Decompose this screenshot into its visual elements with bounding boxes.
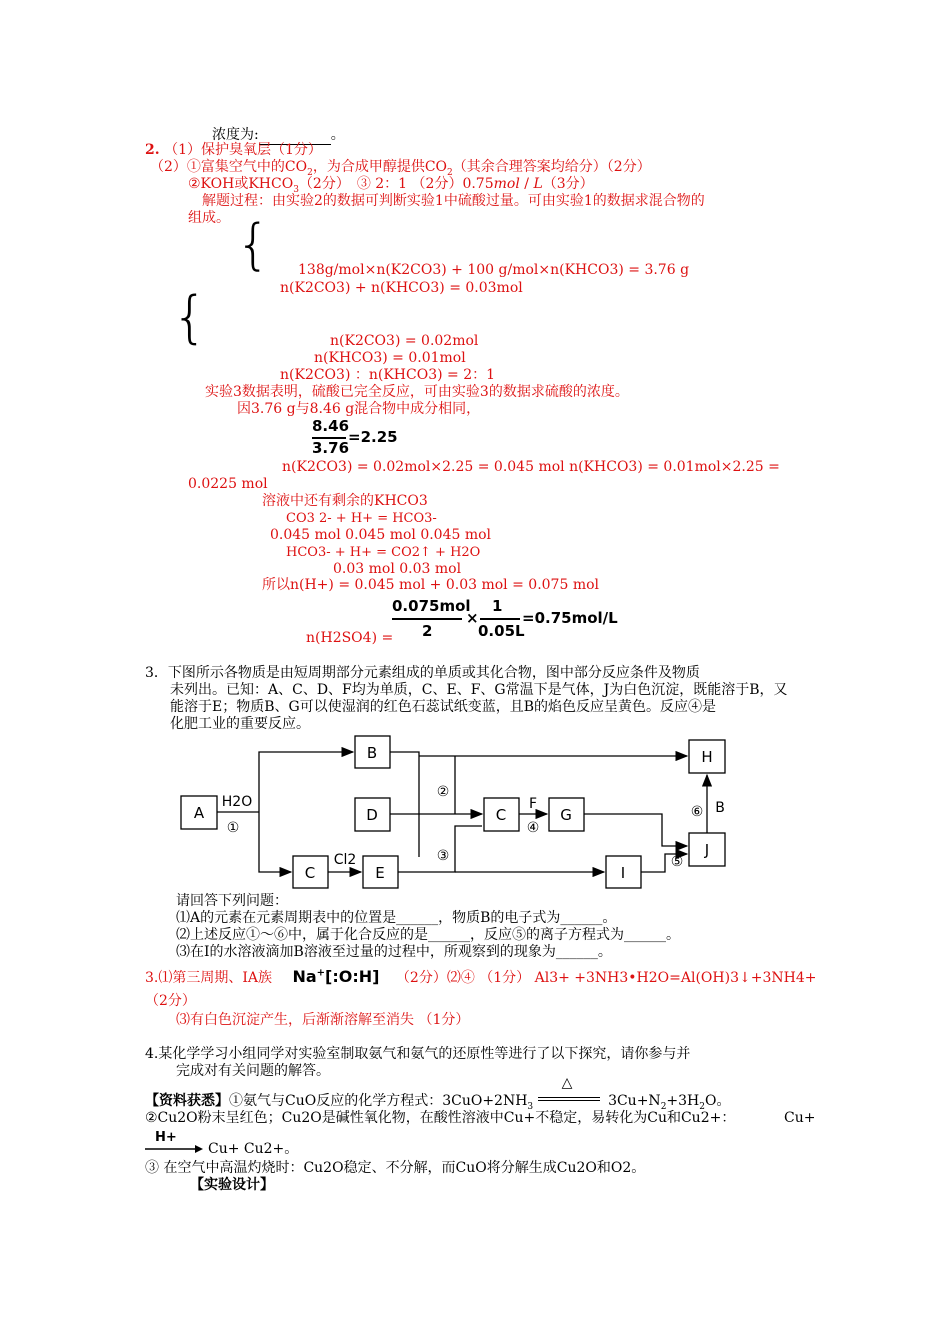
conc-label: 浓度为: [212, 127, 259, 143]
node-E: E [375, 864, 385, 882]
node-J: J [704, 841, 710, 859]
node-C-left: C [304, 864, 316, 882]
ans2-part3: ②KOH或$KHCO_3(2$分） ③ 2：1 （2分）0.75mol / L（3分） [188, 176, 594, 195]
node-B: B [366, 744, 378, 762]
q3-line4: 化肥工业的重要反应。 [170, 716, 310, 732]
rx2: HCO3- + H+ = CO2↑ + H2O [286, 545, 481, 560]
rx1: CO3 2- + H+ = HCO3- [286, 511, 437, 526]
ans2-part2: （2）①富集空气中的$CO_2$，为合成甲醇提供$CO_2$（其余合理答案均给分）（2分） [150, 159, 651, 178]
q4-line1: 4.某化学学习小组同学对实验室制取氨气和氨气的还原性等进行了以下探究，请你参与并 [145, 1046, 691, 1062]
mul-line1: n(K2CO3) = 0.02mol×2.25 = 0.045 mol n(KHCO3) = 0.01mol×2.25 = [282, 459, 780, 475]
eq2: n(K2CO3) + n(KHCO3) = 0.03mol [280, 280, 523, 296]
mul-line2: 0.0225 mol [188, 476, 268, 492]
circle-3: ③ [436, 848, 450, 864]
q3-answer-line3: ⑶有白色沉淀产生，后渐渐溶解至消失 （1分） [176, 1012, 470, 1028]
cu-plus: Cu+ [784, 1110, 816, 1126]
brace-2: { [172, 285, 208, 350]
q3-answer-line2: （2分） [145, 993, 196, 1009]
q3-sub3: ⑶在I的水溶液滴加B溶液至过量的过程中，所观察到的现象为______。 [176, 944, 612, 960]
sum-line: 所以n(H+) = 0.045 mol + 0.03 mol = 0.075 mol [262, 577, 599, 593]
h2so4-label: n(H2SO4) = [306, 630, 394, 646]
eq1: 138g/mol×n(K2CO3) + 100 g/mol×n(KHCO3) = 3.76 g [298, 262, 690, 278]
q3-answer-line1: 3.⑴第三周期、ⅠA族 Na+[:O:H] （2分）⑵④ （1分） Al3+ +3NH3•H2O=Al(OH)3↓+3NH4+ [145, 967, 817, 986]
label-f: F [528, 796, 538, 812]
reaction-flow-diagram [175, 732, 735, 897]
acid-arrow: H+ [145, 1130, 205, 1160]
circle-2: ② [436, 784, 450, 800]
node-D: D [366, 806, 378, 824]
circle-5: ⑤ [670, 854, 684, 870]
q4-resource-line2: ②Cu2O粉末呈红色；Cu2O是碱性氧化物，在酸性溶液中Cu+不稳定，易转化为Cu和Cu2+： [145, 1110, 736, 1126]
q3-sub1: ⑴A的元素在元素周期表中的位置是______，物质B的电子式为______。 [176, 910, 617, 926]
q3-line1: 3．下图所示各物质是由短周期部分元素组成的单质或其化合物，图中部分反应条件及物质 [145, 665, 700, 681]
solve-line1: 解题过程：由实验2的数据可判断实验1中硫酸过量。可由实验1的数据求混合物的 [202, 193, 705, 209]
rx1-values: 0.045 mol 0.045 mol 0.045 mol [270, 527, 492, 543]
node-A: A [193, 804, 205, 822]
circle-6: ⑥ [690, 804, 704, 820]
res1: n(K2CO3) = 0.02mol [330, 333, 479, 349]
q3-line2: 未列出。已知：A、C、D、F均为单质，C、E、F、G常温下是气体，J为白色沉淀，既能溶于B，又 [170, 682, 788, 698]
remain-line: 溶液中还有剩余的KHCO3 [262, 493, 428, 509]
circle-1: ① [226, 820, 240, 836]
res2: n(KHCO3) = 0.01mol [314, 350, 466, 366]
solve-line2: 组成。 [188, 210, 230, 226]
label-b: B [715, 800, 725, 816]
q3-ask: 请回答下列问题： [176, 893, 288, 909]
electron-formula: Na+[:O:H] [292, 967, 380, 986]
q3-line3: 能溶于E；物质B、G可以使湿润的红色石蕊试纸变蓝，且B的焰色反应呈黄色。反应④是 [170, 699, 716, 715]
rx2-values: 0.03 mol 0.03 mol [333, 561, 462, 577]
same-line: 因3.76 g与8.46 g混合物中成分相同， [237, 401, 481, 417]
res3: n(K2CO3) ：n(KHCO3) = 2：1 [280, 367, 496, 383]
q3-sub2: ⑵上述反应①～⑥中，属于化合反应的是______，反应⑤的离子方程式为______。 [176, 927, 680, 943]
brace-1: { [236, 213, 271, 276]
ans2-part1: 2. （1）保护臭氧层（1分） [145, 142, 322, 158]
q4-resource-line1: 【资料获悉】①氨气与CuO反应的化学方程式：$3CuO+2NH_3$ △ $3Cu+N_2+3H_2O$。 [145, 1075, 731, 1112]
conc-line: 浓度为: 。 [212, 127, 345, 143]
q4-resource-line3: ③ 在空气中高温灼烧时：Cu2O稳定、不分解，而CuO将分解生成Cu2O和O2。 [145, 1160, 646, 1176]
exp3-line: 实验3数据表明，硫酸已完全反应，可由实验3的数据求硫酸的浓度。 [205, 384, 629, 400]
q4-line2: 完成对有关问题的解答。 [176, 1063, 330, 1079]
node-C: C [495, 806, 507, 824]
node-G: G [560, 806, 572, 824]
node-I: I [620, 864, 626, 882]
q4-resource-line2b: Cu+ Cu2+。 [208, 1141, 299, 1157]
circle-4: ④ [526, 820, 540, 836]
heat-condition: △ [538, 1094, 604, 1108]
q4-design: 【实验设计】 [190, 1177, 274, 1193]
label-cl2: Cl2 [333, 852, 357, 868]
node-H: H [701, 748, 713, 766]
label-h2o: H2O [221, 794, 253, 810]
